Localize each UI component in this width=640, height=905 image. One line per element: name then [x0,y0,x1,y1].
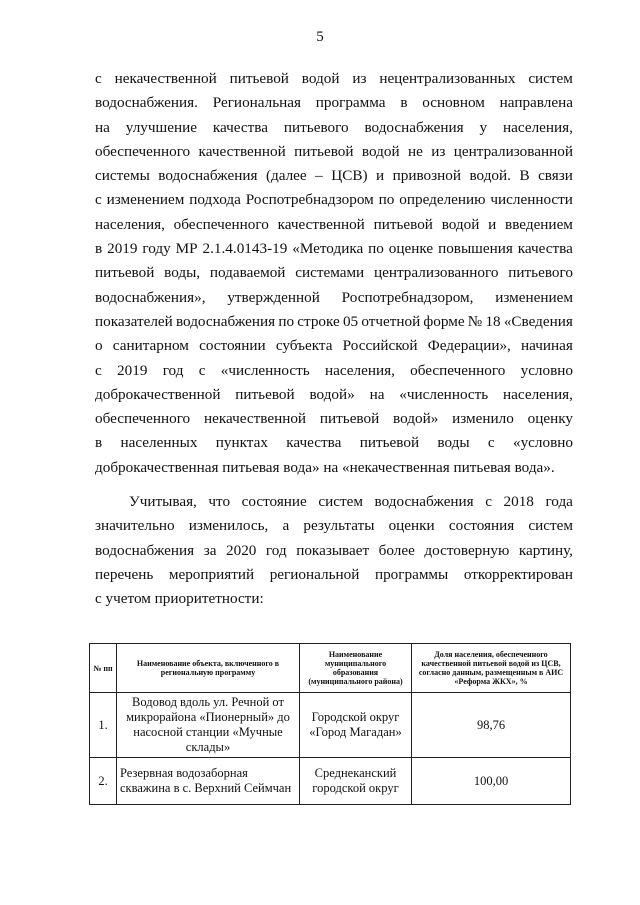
row-share: 100,00 [412,758,571,805]
text-line: о санитарном состоянии субъекта Российской Федерации», начиная [95,337,573,355]
body-text [95,70,573,615]
text-line: доброкачественная питьевая вода» на «некачественная питьевая вода». [95,458,555,476]
paragraph-2 [95,493,573,614]
text-line: с некачественной питьевой водой из нецентрализованных систем [95,70,573,87]
row-municipality: Городской округ «Город Магадан» [300,693,412,758]
table-row [90,693,571,758]
row-num: 1. [90,693,117,758]
table-row [90,758,571,805]
text-line: населения, обеспеченного качественной питьевой водой и введением [95,215,573,233]
text-line: на улучшение качества питьевого водоснабжения у населения, [95,118,573,136]
header-num: № пп [90,644,117,693]
text-line: значительно изменилось, а результаты оценки состояния систем [95,517,573,535]
text-line: показателей водоснабжения по строке 05 отчетной форме № 18 «Сведения [95,312,573,330]
header-share: Доля населения, обеспеченного качественной питьевой водой из ЦСВ, согласно данным, размещенным в АИС «Реформа ЖКХ», % [412,644,571,693]
header-municipality: Наименование муниципального образования (муниципального района) [300,644,412,693]
text-line: Учитывая, что состояние систем водоснабжения с 2018 года [129,493,573,511]
program-table [89,643,571,805]
row-object: Водовод вдоль ул. Речной от микрорайона «Пионерный» до насосной станции «Мучные склады» [117,693,300,758]
row-object: Резервная водозаборная скважина в с. Верхний Сеймчан [117,758,300,805]
text-line: в населенных пунктах качества питьевой воды с «условно [95,434,573,452]
text-line: с 2019 год с «численность населения, обеспеченного условно [95,361,573,379]
header-object: Наименование объекта, включенного в региональную программу [117,644,300,693]
text-line: обеспеченного качественной питьевой водой не из централизованной [95,142,573,160]
text-line: водоснабжения», утвержденной Роспотребнадзором, изменением [95,288,573,306]
text-line: с учетом приоритетности: [95,590,264,608]
text-line: доброкачественной питьевой водой» на «численность населения, [95,385,573,403]
row-share: 98,76 [412,693,571,758]
paragraph-1 [95,70,573,483]
text-line: перечень мероприятий региональной программы откорректирован [95,565,573,583]
page-number: 5 [316,29,324,45]
text-line: в 2019 году МР 2.1.4.0143-19 «Методика по оценке повышения качества [95,240,573,258]
text-line: системы водоснабжения (далее – ЦСВ) и привозной водой. В связи [95,167,573,185]
text-line: водоснабжения за 2020 год показывает более достоверную картину, [95,541,573,559]
text-line: водоснабжения. Региональная программа в основном направлена [95,94,573,112]
text-line: обеспеченного некачественной питьевой водой» изменило оценку [95,410,573,428]
table-header-row [90,644,571,693]
row-municipality: Среднеканский городской округ [300,758,412,805]
text-line: питьевой воды, подаваемой системами централизованного питьевого [95,264,573,282]
row-num: 2. [90,758,117,805]
text-line: с изменением подхода Роспотребнадзором по определению численности [95,191,573,209]
